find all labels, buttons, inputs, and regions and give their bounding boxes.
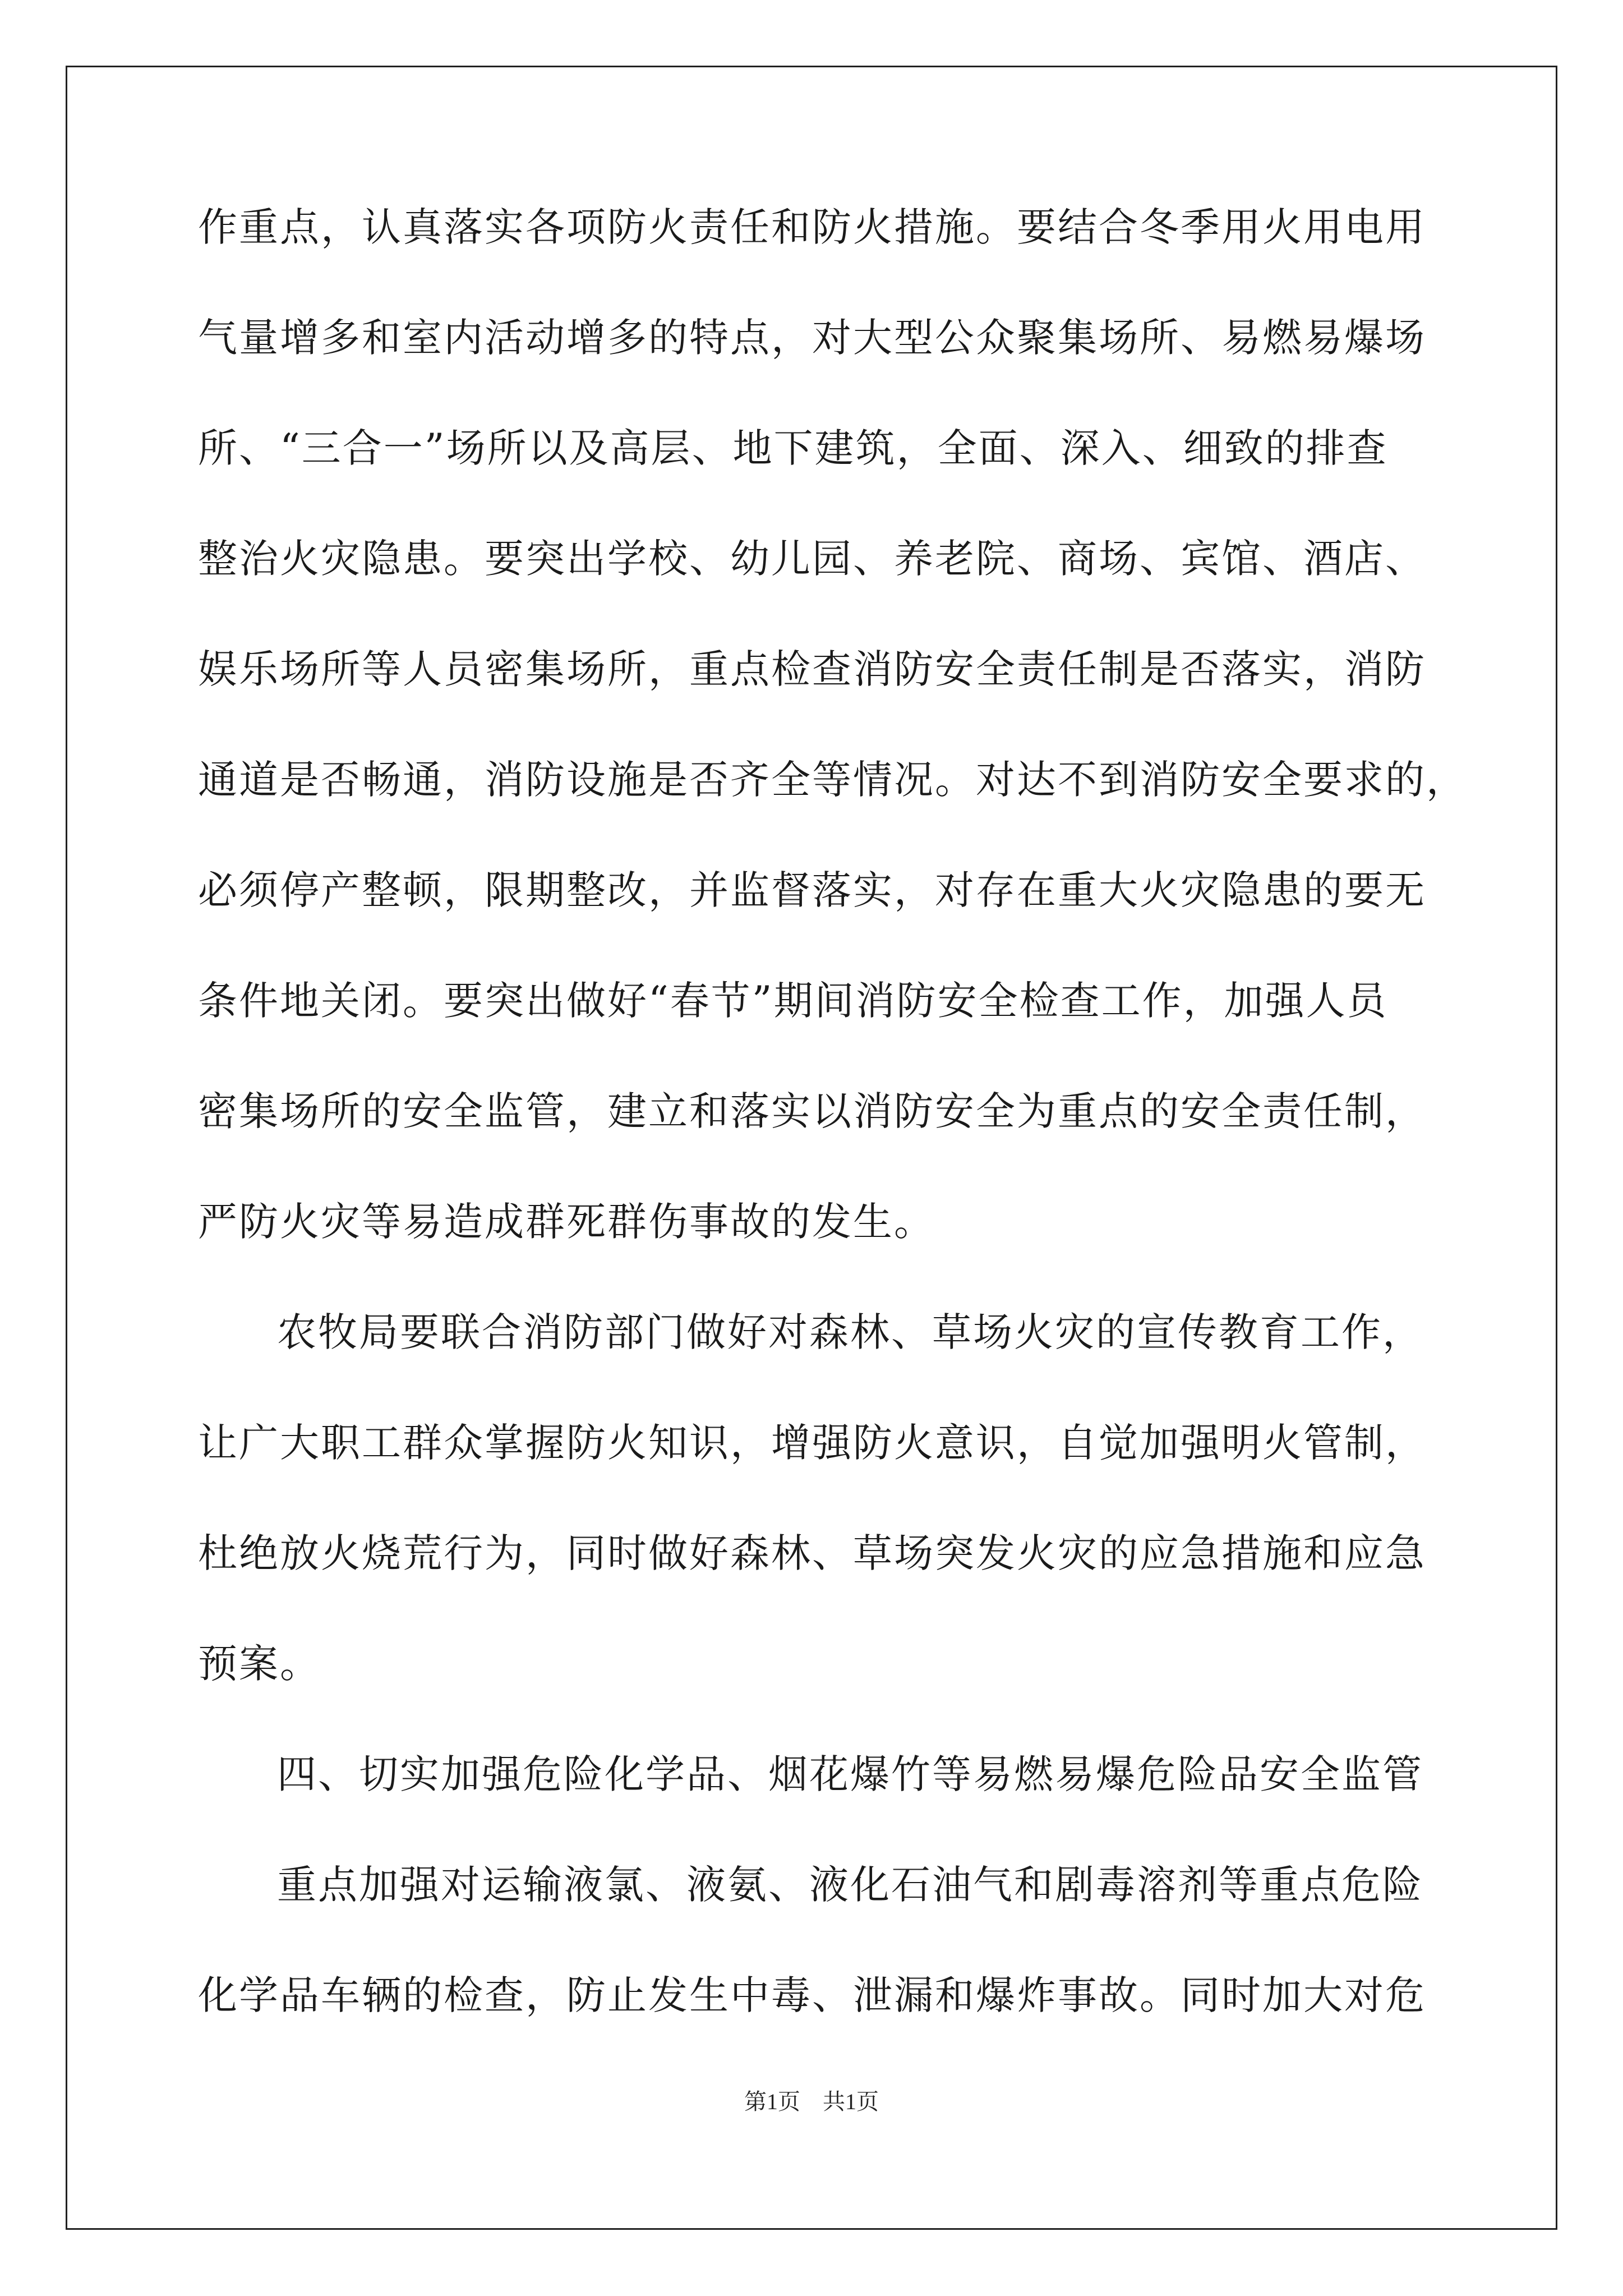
- text-line: 密集场所的安全监管，建立和落实以消防安全为重点的安全责任制，: [198, 1088, 1426, 1134]
- text-line: 作重点，认真落实各项防火责任和防火措施。要结合冬季用火用电用: [198, 204, 1426, 250]
- text-line: 条件地关闭。要突出做好“春节”期间消防安全检查工作，加强人员: [198, 978, 1388, 1024]
- text-line: 整治火灾隐患。要突出学校、幼儿园、养老院、商场、宾馆、酒店、: [198, 536, 1426, 582]
- text-line: 预案。: [198, 1641, 321, 1687]
- text-line: 气量增多和室内活动增多的特点，对大型公众聚集场所、易燃易爆场: [198, 315, 1426, 361]
- paragraph-first-line: 重点加强对运输液氯、液氨、液化石油气和剧毒溶剂等重点危险: [277, 1862, 1423, 1908]
- section-heading: 四、切实加强危险化学品、烟花爆竹等易燃易爆危险品安全监管: [277, 1751, 1423, 1797]
- text-line: 所、“三合一”场所以及高层、地下建筑，全面、深入、细致的排查: [198, 425, 1388, 471]
- text-line: 通道是否畅通，消防设施是否齐全等情况。对达不到消防安全要求的，: [198, 757, 1467, 803]
- text-line: 娱乐场所等人员密集场所，重点检查消防安全责任制是否落实，消防: [198, 646, 1426, 692]
- text-line: 必须停产整顿，限期整改，并监督落实，对存在重大火灾隐患的要无: [198, 867, 1426, 913]
- paragraph-first-line: 农牧局要联合消防部门做好对森林、草场火灾的宣传教育工作，: [277, 1309, 1423, 1355]
- text-line: 严防火灾等易造成群死群伤事故的发生。: [198, 1199, 935, 1245]
- page-number-footer: 第1页 共1页: [744, 2089, 879, 2114]
- text-line: 杜绝放火烧荒行为，同时做好森林、草场突发火灾的应急措施和应急: [198, 1530, 1426, 1576]
- text-line: 让广大职工群众掌握防火知识，增强防火意识，自觉加强明火管制，: [198, 1420, 1426, 1466]
- text-line: 化学品车辆的检查，防止发生中毒、泄漏和爆炸事故。同时加大对危: [198, 1972, 1426, 2018]
